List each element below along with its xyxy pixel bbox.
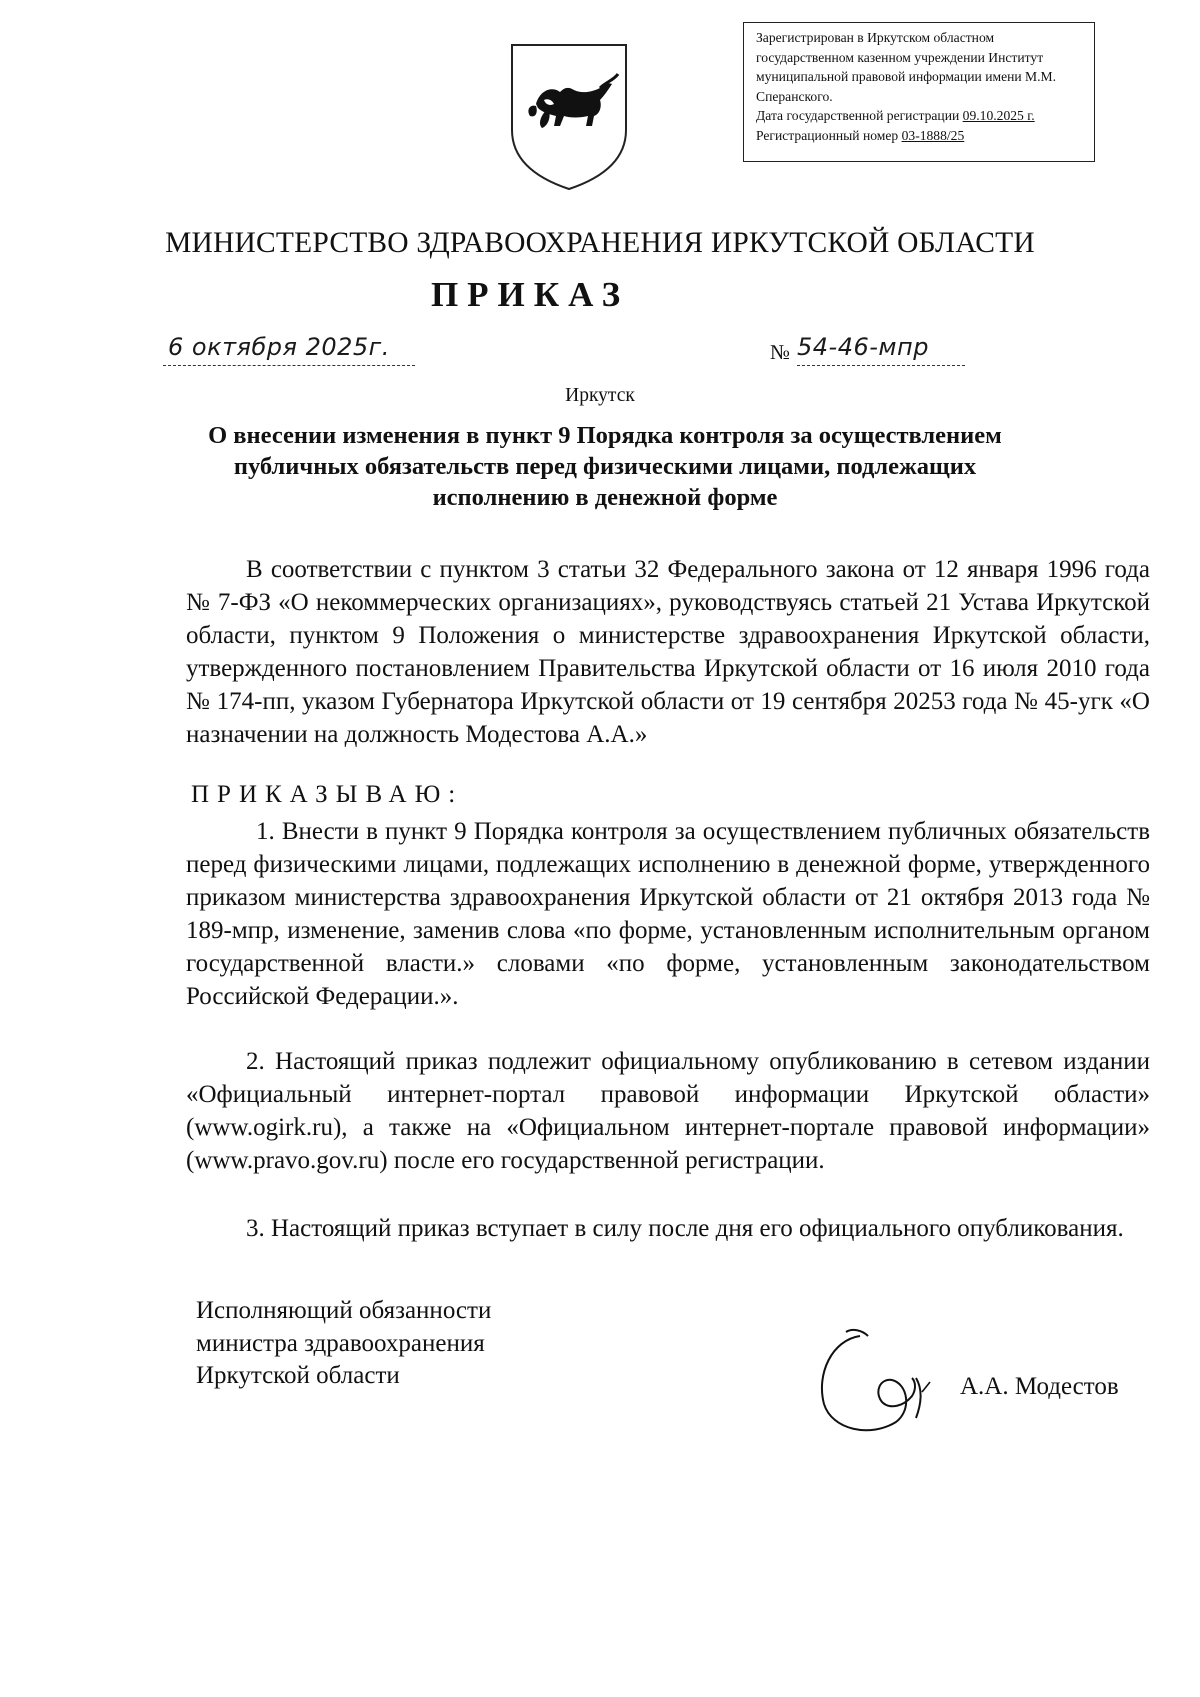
registration-date-label: Дата государственной регистрации (756, 108, 963, 123)
registration-stamp (743, 22, 1095, 162)
signer-position-line-3: Иркутской области (196, 1362, 400, 1389)
document-title: О внесении изменения в пункт 9 Порядка контроля за осуществлением публичных обязательств перед физическими лицами, подлежащих исполнению в денежной форме (208, 422, 1002, 511)
city-name: Иркутск (565, 385, 635, 406)
registration-number-label: Регистрационный номер (756, 127, 902, 143)
registration-line-3: муниципальной правовой информации имени М.М. (756, 69, 1057, 84)
order-item-2: 2. Настоящий приказ подлежит официальному опубликованию в сетевом издании «Официальный интернет-портал правовой информации Иркутской области» (www.ogirk.ru), а также на «Официальном интернет-портале правовой информации» (www.pravo.gov.ru) после его государственной регистрации. (186, 1048, 1150, 1174)
registration-date-row (756, 106, 1094, 126)
handwritten-signature (812, 1322, 942, 1442)
date-underline (163, 365, 415, 366)
registration-line-1: Зарегистрирован в Иркутском областном (756, 30, 995, 45)
irkutsk-coat-of-arms-icon (508, 42, 630, 192)
preamble-text: В соответствии с пунктом 3 статьи 32 Федерального закона от 12 января 1996 года № 7-ФЗ «О некоммерческих организациях», руководствуясь статьей 21 Устава Иркутской области, пунктом 9 Положения о министерстве здравоохранения Иркутской области, утвержденного постановлением Правительства Иркутской области от 16 июля 2010 года № 174-пп, указом Губернатора Иркутской области от 19 сентября 20253 года № 45-угк «О назначении на должность Модестова А.А.» (186, 556, 1150, 748)
registration-line-2: государственном казенном учреждении Институт (756, 49, 1044, 65)
document-type-heading: ПРИКАЗ (430, 275, 630, 314)
signer-name: А.А. Модестов (960, 1373, 1119, 1400)
signer-position (196, 1295, 491, 1393)
registration-line-4: Сперанского. (756, 88, 833, 104)
order-item-3: 3. Настоящий приказ вступает в силу после дня его официального опубликования. (246, 1215, 1124, 1242)
registration-date-value: 09.10.2025 г. (962, 108, 1035, 123)
number-underline (797, 365, 965, 366)
order-verb: ПРИКАЗЫВАЮ: (191, 781, 464, 808)
registration-number-value: 03-1888/25 (901, 127, 965, 143)
order-number-handwritten: 54-46-мпр (797, 333, 929, 361)
order-date-handwritten: 6 октября 2025г. (168, 333, 390, 361)
signer-position-line-2: министра здравоохранения (196, 1329, 485, 1357)
registration-number-row (756, 126, 1094, 146)
ministry-name: МИНИСТЕРСТВО ЗДРАВООХРАНЕНИЯ ИРКУТСКОЙ ОБЛАСТИ (165, 227, 1035, 259)
order-item-1: 1. Внести в пункт 9 Порядка контроля за осуществлением публичных обязательств перед физическими лицами, подлежащих исполнению в денежной форме, утвержденного приказом министерства здравоохранения Иркутской области от 21 октября 2013 года № 189-мпр, изменение, заменив слова «по форме, установленным исполнительным органом государственной власти.» словами «по форме, установленным законодательством Российской Федерации.». (186, 818, 1150, 1010)
number-sign: № (770, 340, 791, 364)
signer-position-line-1: Исполняющий обязанности (196, 1297, 492, 1324)
preamble-paragraph (186, 553, 1150, 751)
